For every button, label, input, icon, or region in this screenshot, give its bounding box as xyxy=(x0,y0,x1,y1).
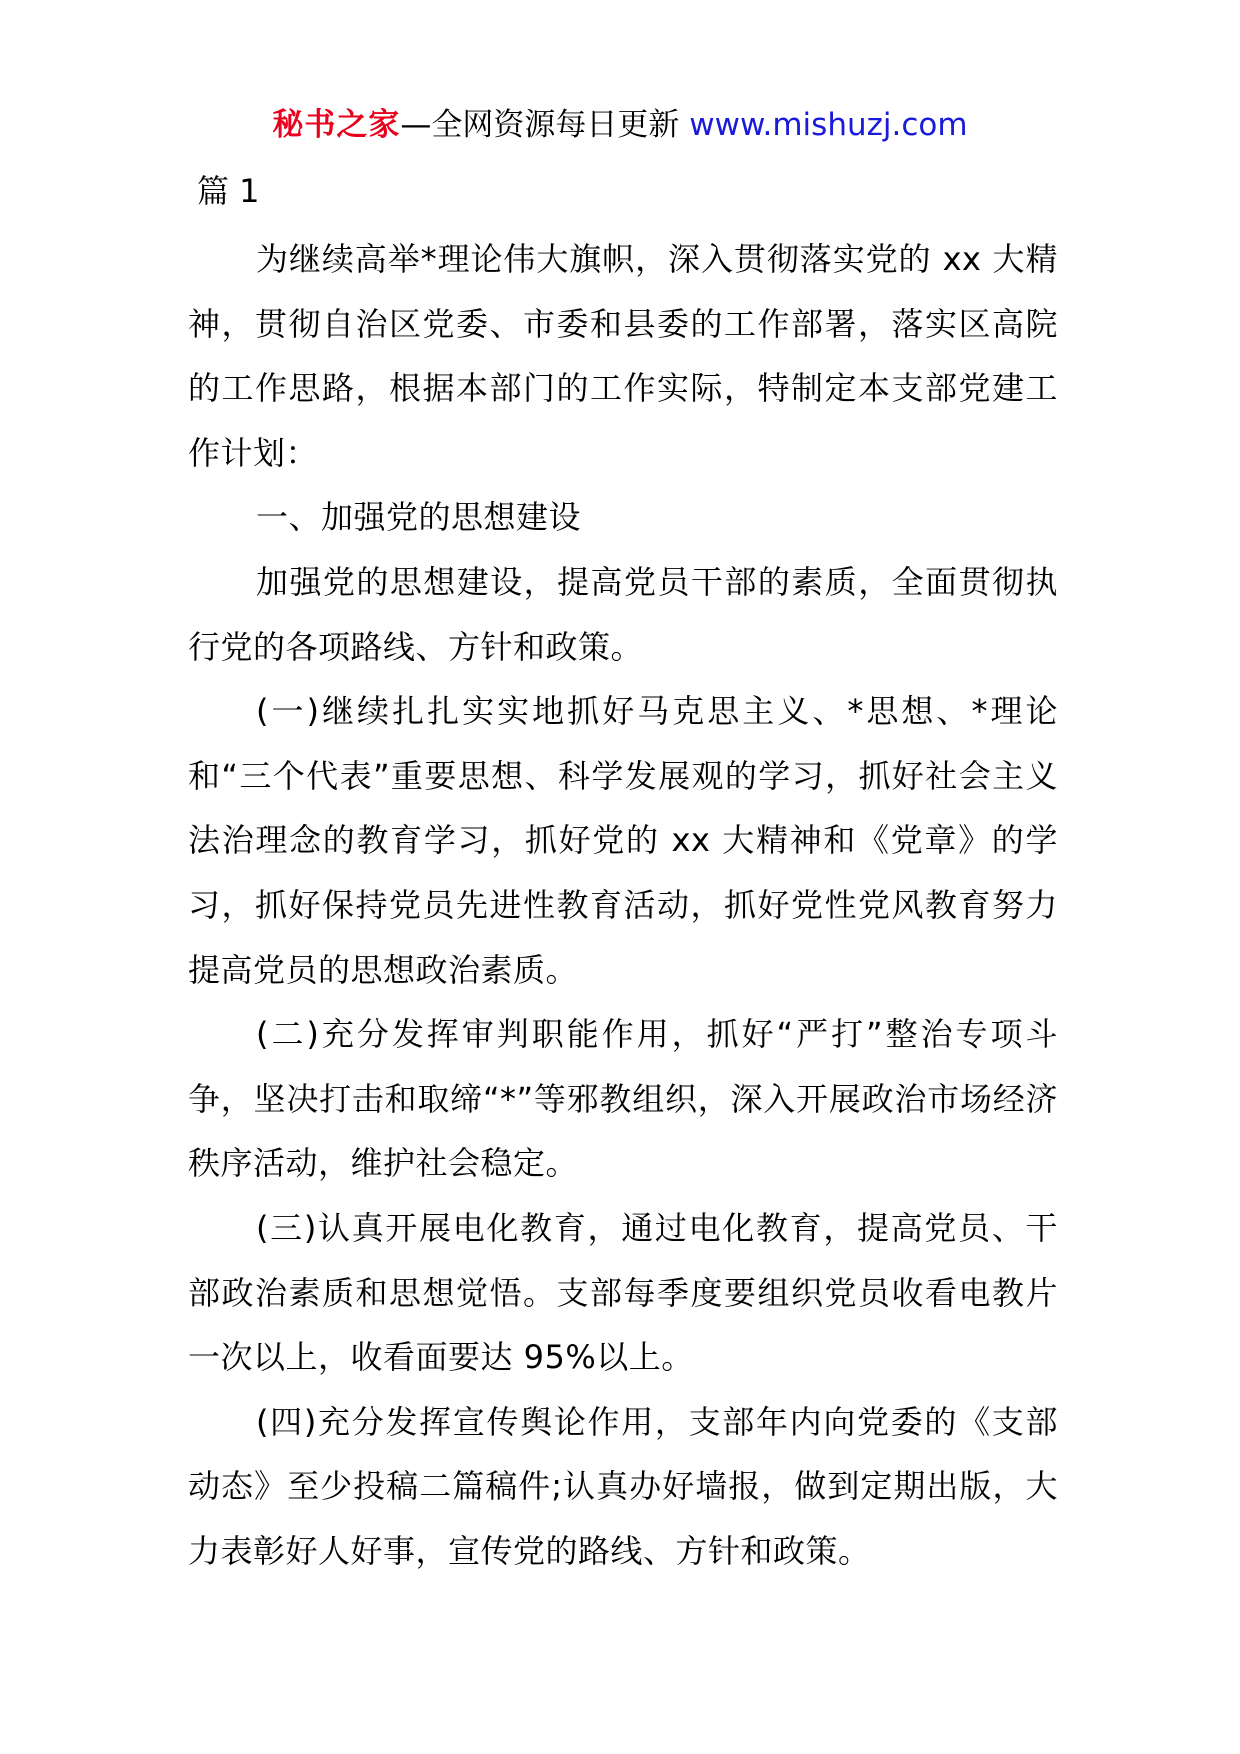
list-item-2: (二)充分发挥审判职能作用，抓好“严打”整治专项斗争，坚决打击和取缔“*”等邪教组织，深入开展政治市场经济秩序活动，维护社会稳定。 xyxy=(188,1015,1058,1183)
list-item-3: (三)认真开展电化教育，通过电化教育，提高党员、干部政治素质和思想觉悟。支部每季度要组织党员收看电教片一次以上，收看面要达 95%以上。 xyxy=(188,1208,1058,1377)
section-heading: 一、加强党的思想建设 xyxy=(256,498,582,537)
site-brand: 秘书之家 xyxy=(272,107,401,143)
body-paragraph: 加强党的思想建设，提高党员干部的素质，全面贯彻执行党的各项路线、方针和政策。 xyxy=(188,562,1058,666)
section-label: 篇 1 xyxy=(197,172,260,210)
site-header xyxy=(0,100,1240,150)
list-item-1: (一)继续扎扎实实地抓好马克思主义、*思想、*理论和“三个代表”重要思想、科学发展观的学习，抓好社会主义法治理念的教育学习，抓好党的 xx 大精神和《党章》的学习，抓好保持党员先进性教育活动，抓好党性党风教育努力提高党员的思想政治素质。 xyxy=(188,692,1058,989)
site-url-link[interactable]: www.mishuzj.com xyxy=(689,107,968,143)
intro-paragraph: 为继续高举*理论伟大旗帜，深入贯彻落实党的 xx 大精神，贯彻自治区党委、市委和县委的工作部署，落实区高院的工作思路，根据本部门的工作实际，特制定本支部党建工作计划： xyxy=(188,240,1058,472)
site-tagline: —全网资源每日更新 xyxy=(400,107,690,143)
document-body xyxy=(188,227,1058,1583)
list-item-4: (四)充分发挥宣传舆论作用，支部年内向党委的《支部动态》至少投稿二篇稿件;认真办好墙报，做到定期出版，大力表彰好人好事，宣传党的路线、方针和政策。 xyxy=(188,1402,1058,1570)
